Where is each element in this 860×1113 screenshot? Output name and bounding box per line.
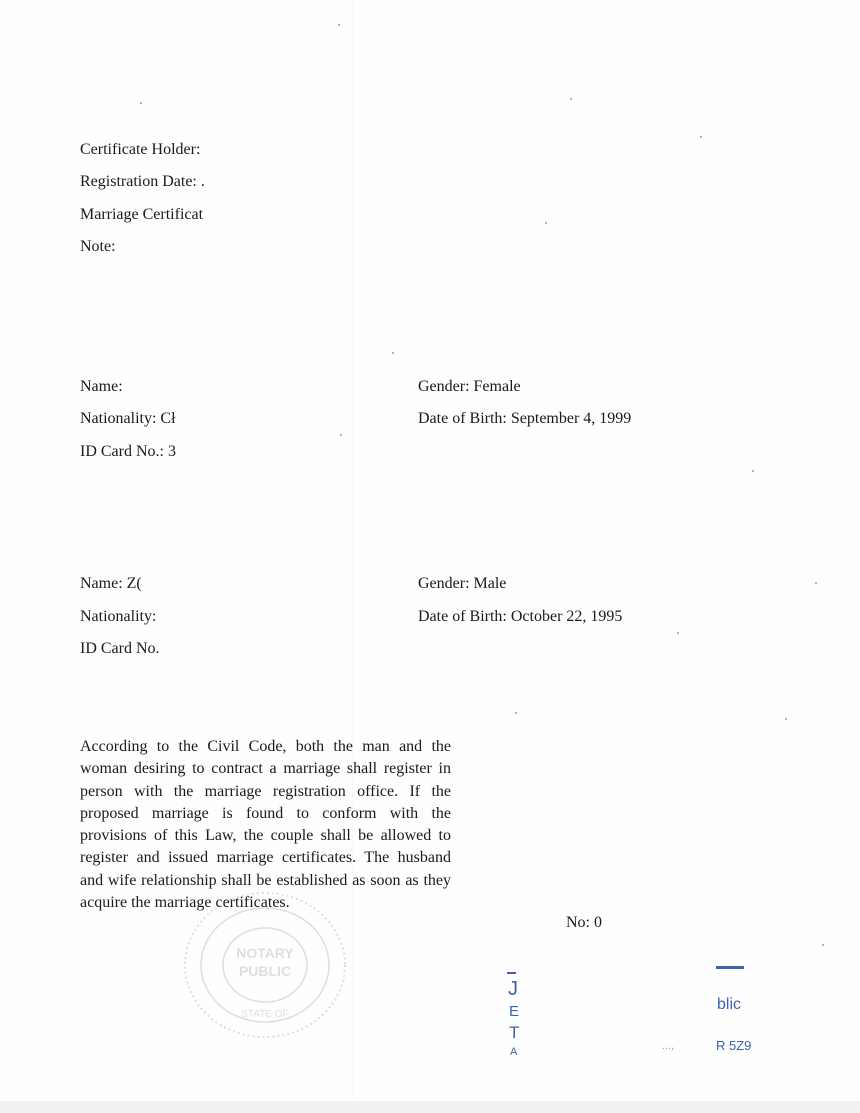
scan-speck <box>752 470 754 472</box>
scan-speck <box>392 352 394 354</box>
notary-seal-emboss <box>182 890 348 1040</box>
scan-speck <box>815 582 817 584</box>
stamp-letter-a: A <box>510 1046 518 1058</box>
scan-speck <box>338 24 340 26</box>
stamp-rule-right <box>716 966 744 969</box>
party-one-gender: Gender: Female <box>418 378 521 395</box>
stamp-letter-j: J <box>508 978 518 1000</box>
fold-crease <box>352 0 353 1113</box>
party-one-nationality: Nationality: Cł <box>80 410 176 427</box>
scan-speck <box>570 98 572 100</box>
party-two-id-card: ID Card No. <box>80 640 160 657</box>
stamp-letter-t: T <box>509 1023 520 1042</box>
certificate-serial-number: No: 0 <box>566 914 602 931</box>
stamp-letter-e: E <box>509 1003 520 1020</box>
stamp-rule-left <box>507 972 516 974</box>
stamp-commission-code: R 5Z9 <box>716 1038 752 1053</box>
scan-speck <box>515 712 517 714</box>
scan-speck <box>140 102 142 104</box>
scan-bottom-edge <box>0 1101 860 1113</box>
party-one-date-of-birth: Date of Birth: September 4, 1999 <box>418 410 632 427</box>
scan-speck <box>785 718 787 720</box>
scan-speck <box>677 632 679 634</box>
certificate-holder-label: Certificate Holder: <box>80 141 201 158</box>
scan-speck <box>545 222 547 224</box>
party-two-gender: Gender: Male <box>418 575 507 592</box>
scan-speck <box>340 434 342 436</box>
stamp-public-fragment: blic <box>717 996 742 1013</box>
party-one-name: Name: <box>80 378 123 395</box>
seal-text-mid: PUBLIC <box>238 963 292 979</box>
party-two-nationality: Nationality: <box>80 608 157 625</box>
note-label: Note: <box>80 238 116 255</box>
civil-code-paragraph: According to the Civil Code, both the man and the woman desiring to contract a marriage shall register in person with the marriage registration office. If the proposed marriage is found to conform with the provisions of this Law, the couple shall be allowed to register and issued marriage certificates. The husband and wife relationship shall be established as soon as they acquire the marriage certificates. <box>80 738 451 912</box>
party-two-name: Name: Z( <box>80 575 142 592</box>
scan-speck <box>700 136 702 138</box>
seal-text-bottom: STATE OF <box>241 1009 289 1020</box>
stamp-dots: ..., <box>662 1040 675 1052</box>
party-two-date-of-birth: Date of Birth: October 22, 1995 <box>418 608 623 625</box>
seal-text-top: NOTARY <box>236 945 294 961</box>
certificate-number-label: Marriage Certificat <box>80 206 204 223</box>
registration-date-label: Registration Date: . <box>80 173 205 190</box>
party-one-id-card: ID Card No.: 3 <box>80 443 176 460</box>
scan-speck <box>822 944 824 946</box>
